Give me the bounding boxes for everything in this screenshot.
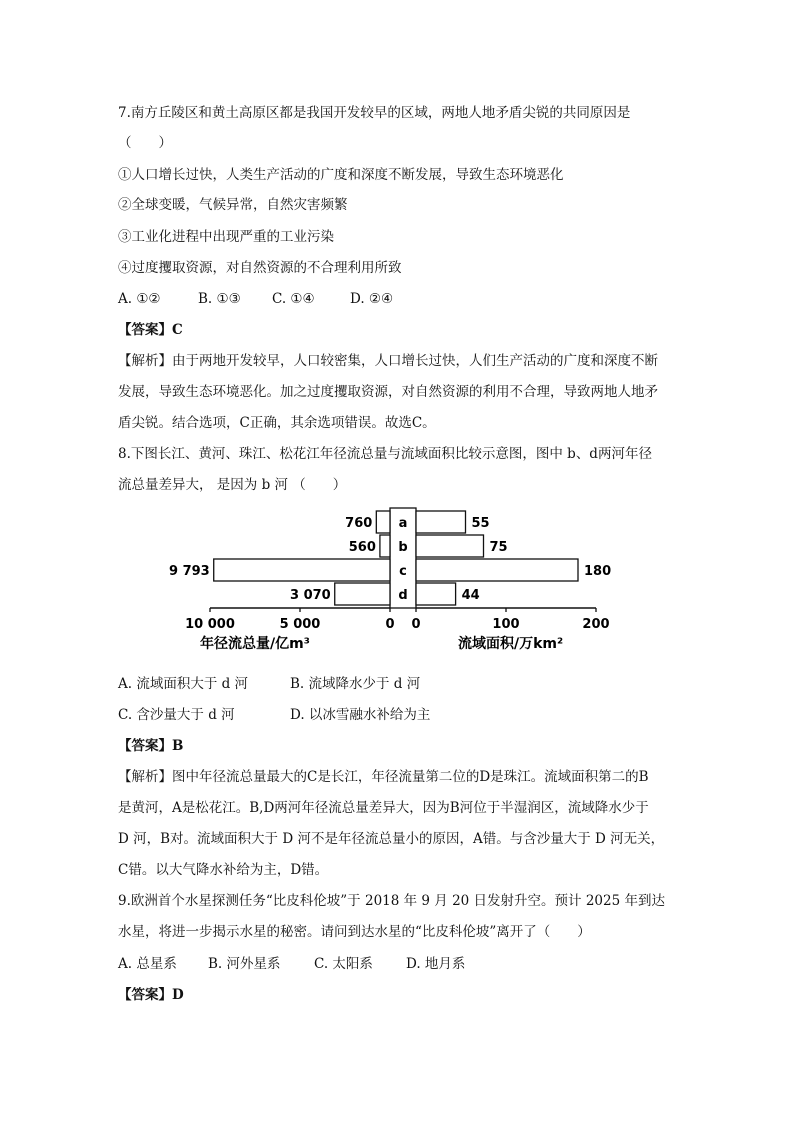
runoff-bar-d [335, 583, 390, 605]
q8-answer: 【答案】B [118, 738, 184, 754]
left-tick-label: 0 [385, 617, 395, 632]
left-tick-label: 10 000 [185, 617, 235, 632]
q7-stem-line-2: （ ） [118, 135, 172, 151]
q7-option-1: ①人口增长过快，人类生产活动的广度和深度不断发展，导致生态环境恶化 [118, 167, 564, 183]
runoff-value-label-b: 560 [348, 540, 376, 555]
area-bar-d [416, 583, 456, 605]
q8-stem-line-1: 8.下图长江、黄河、珠江、松花江年径流总量与流域面积比较示意图，图中 b、d两河年径 [118, 446, 652, 462]
area-bar-c [416, 559, 578, 581]
q8-stem-line-2: 流总量差异大， 是因为 b 河 （ ） [118, 477, 347, 493]
q7-answer: 【答案】C [118, 322, 183, 338]
left-axis-title: 年径流总量/亿m³ [200, 636, 310, 652]
q7-analysis-line-3: 盾尖锐。结合选项，C正确，其余选项错误。故选C。 [118, 415, 436, 431]
q9-choice-d: D. 地月系 [406, 956, 466, 972]
q7-choice-a: A. ①② [118, 291, 161, 307]
right-tick-label: 0 [411, 617, 421, 632]
left-tick-label: 5 000 [279, 617, 321, 632]
q7-choice-b: B. ①③ [198, 291, 241, 307]
q9-stem-line-1: 9.欧洲首个水星探测任务“比皮科伦坡”于 2018 年 9 月 20 日发射升空。预计 2025 年到达 [118, 893, 665, 909]
runoff-bar-a [376, 511, 390, 533]
right-tick-label: 100 [492, 617, 520, 632]
category-label-b: b [398, 540, 408, 555]
q9-choice-c: C. 太阳系 [314, 956, 373, 972]
area-value-label-b: 75 [489, 540, 508, 555]
runoff-value-label-a: 760 [345, 516, 373, 531]
q8-analysis-line-1: 【解析】图中年径流总量最大的C是长江，年径流量第二位的D是珠江。流域面积第二的B [118, 769, 649, 785]
area-value-label-c: 180 [584, 564, 612, 579]
q7-stem-line-1: 7.南方丘陵区和黄土高原区都是我国开发较早的区域，两地人地矛盾尖锐的共同原因是 [118, 105, 631, 121]
runoff-bar-c [214, 559, 390, 581]
q8-analysis-line-4: C错。以大气降水补给为主，D错。 [118, 862, 329, 878]
q9-choice-a: A. 总星系 [118, 956, 177, 972]
category-label-d: d [398, 588, 408, 603]
q7-analysis-line-2: 发展，导致生态环境恶化。加之过度攫取资源，对自然资源的利用不合理，导致两地人地矛 [118, 384, 658, 400]
runoff-value-label-c: 9 793 [169, 564, 210, 579]
runoff-bar-b [380, 535, 390, 557]
q8-choice-a: A. 流域面积大于 d 河 [118, 676, 249, 692]
q7-option-4: ④过度攫取资源，对自然资源的不合理利用所致 [118, 260, 402, 276]
q7-analysis-line-1: 【解析】由于两地开发较早，人口较密集，人口增长过快，人们生产活动的广度和深度不断 [118, 353, 658, 369]
area-bar-b [416, 535, 484, 557]
area-value-label-d: 44 [461, 588, 480, 603]
right-axis-title: 流域面积/万km² [458, 636, 564, 652]
category-label-c: c [399, 564, 407, 579]
runoff-value-label-d: 3 070 [290, 588, 331, 603]
q7-choice-d: D. ②④ [350, 291, 394, 307]
q9-answer: 【答案】D [118, 987, 184, 1003]
area-bar-a [416, 511, 466, 533]
q8-choice-b: B. 流域降水少于 d 河 [290, 676, 421, 692]
category-label-a: a [398, 516, 408, 531]
q7-choice-c: C. ①④ [272, 291, 315, 307]
q7-option-2: ②全球变暖，气候异常，自然灾害频繁 [118, 197, 348, 213]
right-tick-label: 200 [582, 617, 610, 632]
q7-option-3: ③工业化进程中出现严重的工业污染 [118, 229, 334, 245]
q9-stem-line-2: 水星，将进一步揭示水星的秘密。请问到达水星的“比皮科伦坡”离开了（ ） [118, 924, 591, 940]
q8-choice-d: D. 以冰雪融水补给为主 [290, 707, 431, 723]
q8-analysis-line-3: D 河，B对。流域面积大于 D 河不是年径流总量小的原因，A错。与含沙量大于 D 河无关， [118, 831, 665, 847]
q9-choice-b: B. 河外星系 [208, 956, 281, 972]
q8-analysis-line-2: 是黄河，A是松花江。B,D两河年径流总量差异大，因为B河位于半湿润区，流域降水少于 [118, 800, 649, 816]
runoff-area-chart [160, 500, 630, 665]
area-value-label-a: 55 [471, 516, 490, 531]
q8-choice-c: C. 含沙量大于 d 河 [118, 707, 235, 723]
